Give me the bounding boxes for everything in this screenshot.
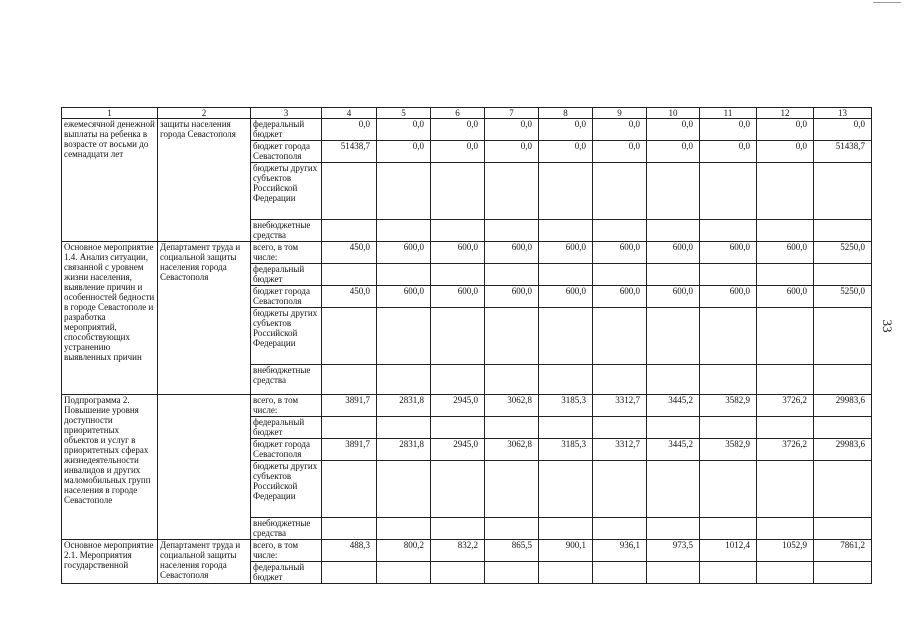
value-cell [757,163,814,220]
column-header-12: 12 [757,108,814,119]
value-cell: 3185,3 [539,395,593,417]
value-cell [377,365,431,395]
value-cell [647,308,700,365]
value-cell: 3582,9 [700,395,757,417]
value-cell [593,308,647,365]
value-cell [485,461,539,518]
value-cell: 0,0 [593,141,647,163]
value-cell: 5250,0 [814,242,872,264]
value-cell: 0,0 [814,119,872,141]
value-cell: 600,0 [700,242,757,264]
value-cell [814,461,872,518]
corner-line [873,2,901,3]
value-cell [700,461,757,518]
value-cell [539,417,593,439]
value-cell [377,163,431,220]
value-cell: 0,0 [757,119,814,141]
value-cell [647,562,700,584]
value-cell [377,220,431,242]
funding-source-cell: всего, в том числе: [251,540,322,562]
value-cell: 900,1 [539,540,593,562]
value-cell [377,264,431,286]
value-cell [431,308,485,365]
value-cell [485,264,539,286]
funding-source-cell: всего, в том числе: [251,395,322,417]
value-cell [485,365,539,395]
value-cell: 3062,8 [485,395,539,417]
executor-cell: защиты населения города Севастополя [158,119,251,242]
column-header-2: 2 [158,108,251,119]
value-cell [593,518,647,540]
funding-source-cell: бюджет города Севастополя [251,141,322,163]
value-cell [539,461,593,518]
value-cell [322,163,377,220]
funding-source-cell: бюджет города Севастополя [251,286,322,308]
value-cell: 3891,7 [322,395,377,417]
column-header-11: 11 [700,108,757,119]
value-cell [700,264,757,286]
value-cell: 450,0 [322,286,377,308]
value-cell [647,365,700,395]
value-cell [377,518,431,540]
column-header-6: 6 [431,108,485,119]
column-header-1: 1 [62,108,158,119]
value-cell: 3185,3 [539,439,593,461]
value-cell: 1012,4 [700,540,757,562]
value-cell [814,220,872,242]
funding-source-cell: бюджеты других субъектов Российской Федерации [251,163,322,220]
value-cell: 800,2 [377,540,431,562]
value-cell [377,417,431,439]
value-cell: 51438,7 [814,141,872,163]
value-cell: 865,5 [485,540,539,562]
value-cell [593,163,647,220]
value-cell: 0,0 [377,119,431,141]
value-cell [757,518,814,540]
value-cell [647,220,700,242]
funding-source-cell: бюджеты других субъектов Российской Федерации [251,461,322,518]
value-cell: 51438,7 [322,141,377,163]
value-cell [593,417,647,439]
funding-source-cell: всего, в том числе: [251,242,322,264]
value-cell [647,163,700,220]
value-cell [431,365,485,395]
value-cell [322,365,377,395]
value-cell [377,562,431,584]
value-cell [593,461,647,518]
value-cell: 600,0 [647,242,700,264]
value-cell [647,264,700,286]
value-cell: 3726,2 [757,395,814,417]
budget-table [61,107,872,584]
value-cell [431,163,485,220]
value-cell: 0,0 [431,119,485,141]
value-cell: 600,0 [539,286,593,308]
value-cell: 600,0 [377,242,431,264]
value-cell [593,365,647,395]
value-cell [647,461,700,518]
funding-source-cell: федеральный бюджет [251,417,322,439]
value-cell: 3891,7 [322,439,377,461]
value-cell [814,264,872,286]
value-cell [539,365,593,395]
value-cell: 29983,6 [814,395,872,417]
value-cell: 832,2 [431,540,485,562]
value-cell: 2945,0 [431,439,485,461]
funding-source-cell: федеральный бюджет [251,119,322,141]
value-cell: 1052,9 [757,540,814,562]
funding-source-cell: бюджет города Севастополя [251,439,322,461]
value-cell [700,365,757,395]
value-cell: 600,0 [485,286,539,308]
column-header-10: 10 [647,108,700,119]
value-cell: 2945,0 [431,395,485,417]
value-cell [539,163,593,220]
value-cell: 0,0 [377,141,431,163]
value-cell [377,461,431,518]
funding-source-cell: внебюджетные средства [251,518,322,540]
value-cell [485,518,539,540]
value-cell: 3312,7 [593,395,647,417]
value-cell [485,220,539,242]
value-cell [539,518,593,540]
column-header-8: 8 [539,108,593,119]
value-cell: 973,5 [647,540,700,562]
value-cell: 936,1 [593,540,647,562]
value-cell: 0,0 [647,119,700,141]
value-cell: 600,0 [593,286,647,308]
value-cell: 0,0 [322,119,377,141]
value-cell [757,308,814,365]
column-header-5: 5 [377,108,431,119]
header-row [62,108,872,119]
value-cell [700,417,757,439]
value-cell [322,518,377,540]
column-header-13: 13 [814,108,872,119]
value-cell [593,562,647,584]
value-cell: 0,0 [539,141,593,163]
value-cell: 488,3 [322,540,377,562]
value-cell [700,308,757,365]
value-cell: 450,0 [322,242,377,264]
program-name-cell: ежемесячной денежной выплаты на ребенка в возрасте от восьми до семнадцати лет [62,119,158,242]
value-cell [431,220,485,242]
executor-cell: Департамент труда и социальной защиты населения города Севастополя [158,540,251,584]
value-cell [757,220,814,242]
column-header-7: 7 [485,108,539,119]
value-cell: 600,0 [593,242,647,264]
value-cell [431,518,485,540]
value-cell [700,562,757,584]
value-cell [647,417,700,439]
value-cell [700,518,757,540]
funding-source-cell: внебюджетные средства [251,220,322,242]
value-cell [431,417,485,439]
value-cell: 0,0 [485,119,539,141]
value-cell [814,365,872,395]
column-header-3: 3 [251,108,322,119]
value-cell [539,308,593,365]
value-cell [322,417,377,439]
value-cell: 3582,9 [700,439,757,461]
value-cell [485,562,539,584]
value-cell: 600,0 [485,242,539,264]
value-cell [593,264,647,286]
table-row [62,242,872,264]
table-row [62,119,872,141]
program-name-cell: Основное мероприятие 1.4. Анализ ситуации, связанной с уровнем жизни населения, выявление причин и особенностей бедности в городе Севастополе и разработка мероприятий, способствующих устранению выявленных причин [62,242,158,395]
value-cell: 0,0 [700,119,757,141]
value-cell [700,220,757,242]
funding-source-cell: федеральный бюджет [251,562,322,584]
value-cell: 0,0 [539,119,593,141]
executor-cell [158,395,251,540]
value-cell: 3062,8 [485,439,539,461]
value-cell [322,220,377,242]
table-row [62,540,872,562]
value-cell: 600,0 [700,286,757,308]
value-cell: 600,0 [539,242,593,264]
funding-source-cell: внебюджетные средства [251,365,322,395]
value-cell: 29983,6 [814,439,872,461]
value-cell: 0,0 [593,119,647,141]
value-cell [814,308,872,365]
page-number: 33 [880,319,895,333]
value-cell: 3312,7 [593,439,647,461]
value-cell [485,163,539,220]
value-cell: 0,0 [647,141,700,163]
value-cell: 5250,0 [814,286,872,308]
value-cell: 600,0 [757,242,814,264]
value-cell: 0,0 [700,141,757,163]
table-row [62,395,872,417]
funding-source-cell: бюджеты других субъектов Российской Федерации [251,308,322,365]
value-cell [431,264,485,286]
value-cell [431,562,485,584]
value-cell [757,365,814,395]
value-cell [647,518,700,540]
value-cell [814,518,872,540]
value-cell [814,417,872,439]
value-cell [814,562,872,584]
column-header-9: 9 [593,108,647,119]
program-name-cell: Подпрограмма 2. Повышение уровня доступности приоритетных объектов и услуг в приоритетных сферах жизнедеятельности инвалидов и других маломобильных групп населения в городе Севастополе [62,395,158,540]
value-cell [539,562,593,584]
value-cell [814,163,872,220]
value-cell [431,461,485,518]
value-cell: 7861,2 [814,540,872,562]
value-cell [757,461,814,518]
value-cell: 3445,2 [647,395,700,417]
value-cell [757,264,814,286]
value-cell: 2831,8 [377,395,431,417]
value-cell [539,264,593,286]
program-name-cell: Основное мероприятие 2.1. Мероприятия государственной [62,540,158,584]
value-cell: 600,0 [431,242,485,264]
value-cell: 600,0 [647,286,700,308]
value-cell: 3726,2 [757,439,814,461]
value-cell [485,308,539,365]
value-cell: 0,0 [485,141,539,163]
value-cell [322,308,377,365]
value-cell: 0,0 [757,141,814,163]
value-cell [485,417,539,439]
value-cell [377,308,431,365]
value-cell: 0,0 [431,141,485,163]
value-cell [539,220,593,242]
value-cell [322,461,377,518]
funding-source-cell: федеральный бюджет [251,264,322,286]
value-cell: 600,0 [377,286,431,308]
value-cell: 3445,2 [647,439,700,461]
executor-cell: Департамент труда и социальной защиты населения города Севастополя [158,242,251,395]
value-cell [322,264,377,286]
value-cell [757,562,814,584]
value-cell [757,417,814,439]
value-cell: 2831,8 [377,439,431,461]
value-cell [700,163,757,220]
value-cell: 600,0 [431,286,485,308]
value-cell: 600,0 [757,286,814,308]
column-header-4: 4 [322,108,377,119]
value-cell [322,562,377,584]
value-cell [593,220,647,242]
